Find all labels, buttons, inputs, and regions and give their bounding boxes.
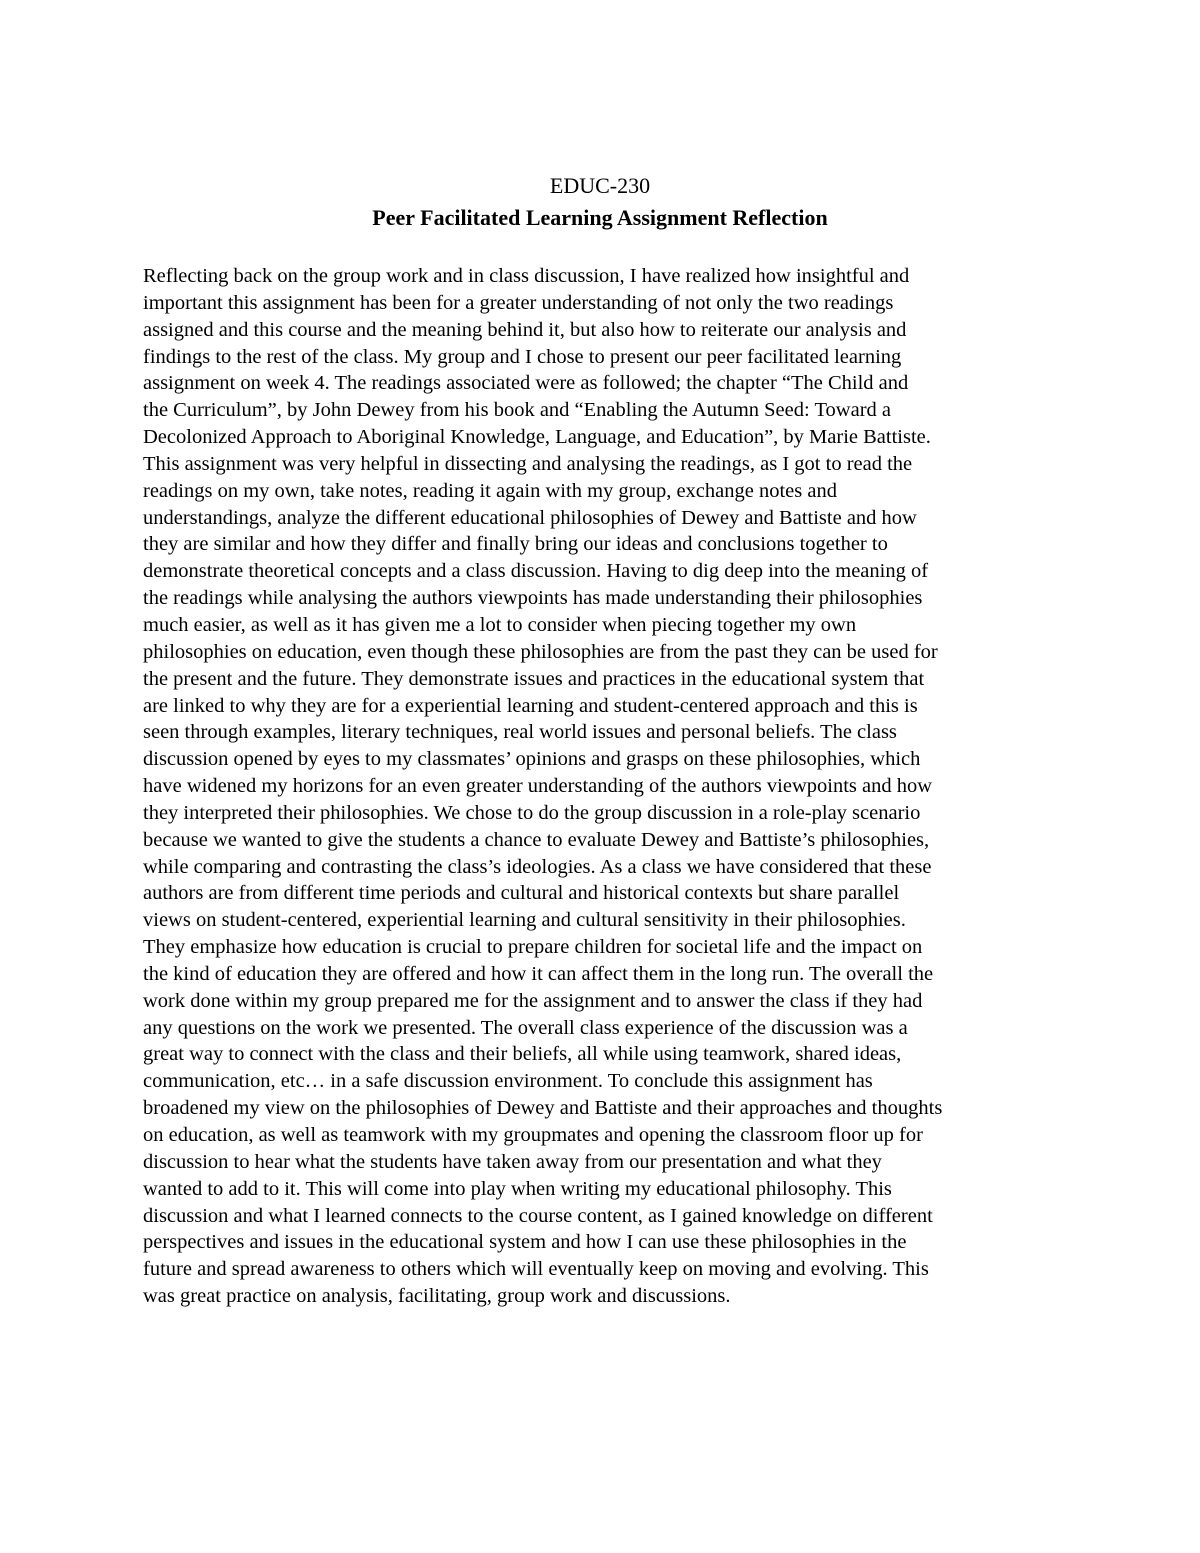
body-line: views on student-centered, experiential learning and cultural sensitivity in their philosophies. [143, 909, 906, 932]
body-line: while comparing and contrasting the class’s ideologies. As a class we have considered that these [143, 855, 932, 878]
body-line: assignment on week 4. The readings associated were as followed; the chapter “The Child and [143, 372, 909, 395]
body-line: seen through examples, literary techniques, real world issues and personal beliefs. The class [143, 721, 897, 744]
body-line: wanted to add to it. This will come into play when writing my educational philosophy. This [143, 1177, 892, 1200]
body-line: demonstrate theoretical concepts and a class discussion. Having to dig deep into the meaning of [143, 560, 929, 583]
body-line: have widened my horizons for an even greater understanding of the authors viewpoints and how [143, 775, 933, 798]
body-line: understandings, analyze the different educational philosophies of Dewey and Battiste and how [143, 506, 917, 529]
body-line: philosophies on education, even though these philosophies are from the past they can be used for [143, 640, 938, 663]
document-title: Peer Facilitated Learning Assignment Reflection [372, 205, 828, 230]
reflection-body [143, 263, 1063, 1310]
body-line: because we wanted to give the students a chance to evaluate Dewey and Battiste’s philosophies, [143, 828, 930, 851]
body-line: This assignment was very helpful in dissecting and analysing the readings, as I got to read the [143, 452, 913, 475]
body-line: Reflecting back on the group work and in class discussion, I have realized how insightful and [143, 265, 910, 287]
body-line: They emphasize how education is crucial to prepare children for societal life and the impact on [143, 936, 923, 959]
body-line: the present and the future. They demonstrate issues and practices in the educational system that [143, 667, 925, 690]
body-line: on education, as well as teamwork with my groupmates and opening the classroom floor up for [143, 1124, 923, 1146]
body-line: Decolonized Approach to Aboriginal Knowledge, Language, and Education”, by Marie Battiste. [143, 426, 931, 449]
body-line: authors are from different time periods and cultural and historical contexts but share parallel [143, 882, 900, 905]
body-line: important this assignment has been for a greater understanding of not only the two readings [143, 291, 894, 314]
body-line: the Curriculum”, by John Dewey from his book and “Enabling the Autumn Seed: Toward a [143, 399, 891, 422]
body-line: work done within my group prepared me for the assignment and to answer the class if they had [143, 989, 923, 1012]
course-code: EDUC-230 [549, 173, 651, 198]
body-line: broadened my view on the philosophies of Dewey and Battiste and their approaches and thoughts [143, 1097, 943, 1120]
body-line: assigned and this course and the meaning behind it, but also how to reiterate our analysis and [143, 318, 907, 341]
body-line: are linked to why they are for a experiential learning and student-centered approach and this is [143, 694, 918, 717]
body-line: was great practice on analysis, facilitating, group work and discussions. [143, 1285, 731, 1308]
body-line: they interpreted their philosophies. We chose to do the group discussion in a role-play scenario [143, 801, 921, 824]
body-line: the kind of education they are offered and how it can affect them in the long run. The overall the [143, 962, 934, 985]
body-line: future and spread awareness to others which will eventually keep on moving and evolving. This [143, 1258, 929, 1281]
body-line: findings to the rest of the class. My group and I chose to present our peer facilitated learning [143, 345, 902, 368]
body-line: any questions on the work we presented. The overall class experience of the discussion was a [143, 1016, 908, 1039]
body-line: readings on my own, take notes, reading it again with my group, exchange notes and [143, 479, 837, 502]
body-line: the readings while analysing the authors viewpoints has made understanding their philosophies [143, 587, 923, 610]
body-line: great way to connect with the class and their beliefs, all while using teamwork, shared ideas, [143, 1043, 902, 1066]
body-line: discussion and what I learned connects to the course content, as I gained knowledge on different [143, 1204, 933, 1227]
body-line: communication, etc… in a safe discussion environment. To conclude this assignment has [143, 1070, 873, 1093]
body-line: much easier, as well as it has given me a lot to consider when piecing together my own [143, 613, 857, 636]
body-line: perspectives and issues in the educational system and how I can use these philosophies in the [143, 1231, 907, 1254]
body-line: they are similar and how they differ and finally bring our ideas and conclusions together to [143, 533, 888, 556]
body-line: discussion opened by eyes to my classmates’ opinions and grasps on these philosophies, which [143, 748, 921, 771]
body-line: discussion to hear what the students have taken away from our presentation and what they [143, 1150, 882, 1173]
